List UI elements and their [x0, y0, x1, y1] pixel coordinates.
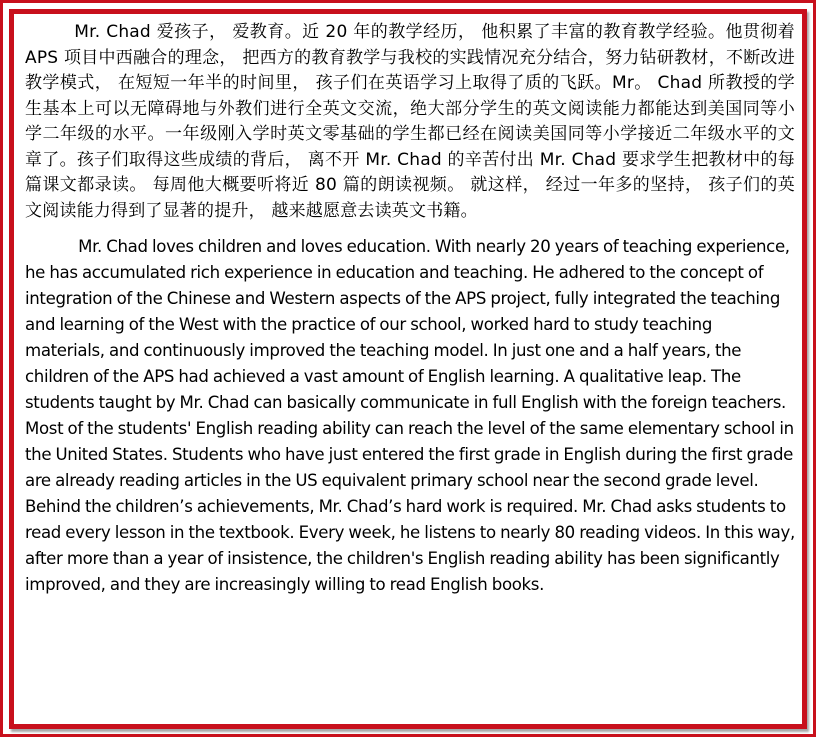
english-paragraph: Mr. Chad loves children and loves education. With nearly 20 years of teaching experience, he has accumulated rich experience in education and teaching. He adhered to the concept of integration of the Chinese and Western aspects of the APS project, fully integrated the teaching and learning of the West with the practice of our school, worked hard to study teaching materials, and continuously improved the teaching model. In just one and a half years, the children of the APS had achieved a vast amount of English learning. A qualitative leap. The students taught by Mr. Chad can basically communicate in full English with the foreign teachers. Most of the students' English reading ability can reach the level of the same elementary school in the United States. Students who have just entered the first grade in English during the first grade are already reading articles in the US equivalent primary school near the second grade level. Behind the children’s achievements, Mr. Chad’s hard work is required. Mr. Chad asks students to read every lesson in the textbook. Every week, he listens to nearly 80 reading videos. In this way, after more than a year of insistence, the children's English reading ability has been significantly improved, and they are increasingly willing to read English books. — [25, 237, 795, 594]
chinese-paragraph: Mr. Chad 爱孩子， 爱教育。近 20 年的教学经历， 他积累了丰富的教育教学经验。他贯彻着 APS 项目中西融合的理念， 把西方的教育教学与我校的实践情况充分结合，努力钻研教材，不断改进教学模式， 在短短一年半的时间里， 孩子们在英语学习上取得了质的飞跃。Mr。 Chad 所教授的学生基本上可以无障碍地与外教们进行全英文交流，绝大部分学生的英文阅读能力都能达到美国同等小学二年级的水平。一年级刚入学时英文零基础的学生都已经在阅读美国同等小学接近二年级水平的文章了。孩子们取得这些成绩的背后， 离不开 Mr. Chad 的辛苦付出 Mr. Chad 要求学生把教材中的每篇课文都录读。 每周他大概要听将近 80 篇的朗读视频。 就这样， 经过一年多的坚持， 孩子们的英文阅读能力得到了显著的提升， 越来越愿意去读英文书籍。 — [25, 22, 795, 221]
document-body — [25, 20, 795, 720]
inner-border-frame — [9, 9, 807, 729]
